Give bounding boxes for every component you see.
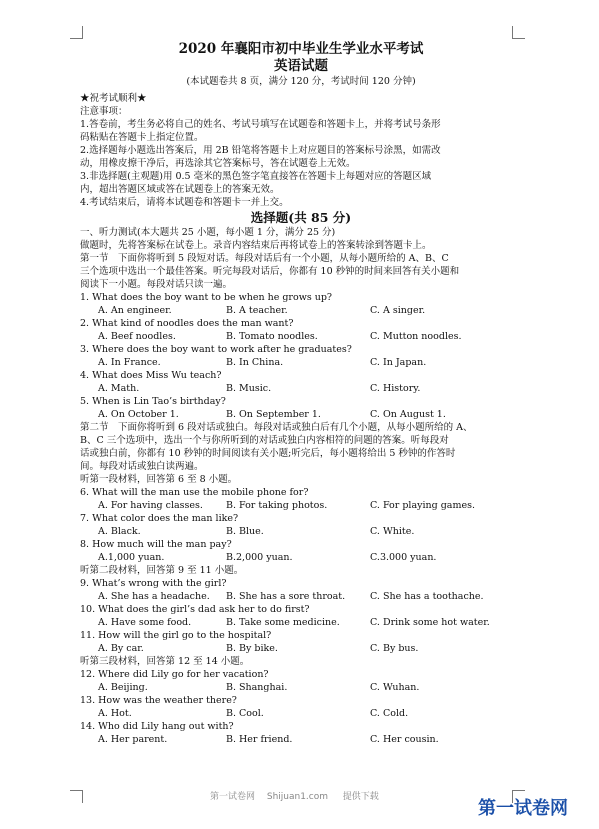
question-stem: 8. How much will the man pay? — [80, 539, 232, 550]
exam-subtitle: 英语试题 — [274, 58, 328, 74]
option-c: C. White. — [370, 526, 415, 537]
part1-questions — [80, 291, 522, 421]
question-group-2 — [80, 577, 522, 655]
option-a: A. Beef noodles. — [98, 331, 176, 342]
text-line: 第二节 下面你将听到 6 段对话或独白。每段对话或独白后有几个小题，从每小题所给的 A、 — [80, 422, 473, 433]
question-stem: 12. Where did Lily go for her vacation? — [80, 669, 269, 680]
option-b: B.2,000 yuan. — [226, 552, 293, 563]
answer-options — [80, 707, 522, 720]
section-title: 选择题(共 85 分) — [250, 210, 352, 225]
option-b: B. She has a sore throat. — [226, 591, 346, 602]
footer-text: 第一试卷网 Shijuan1.com 提供下载 — [210, 792, 379, 802]
text-line: 做题时，先将答案标在试卷上。录音内容结束后再将试卷上的答案转涂到答题卡上。 — [80, 240, 432, 251]
option-a: A. By car. — [98, 643, 144, 654]
question-group-3 — [80, 668, 522, 746]
question-stem: 11. How will the girl go to the hospital? — [80, 630, 272, 641]
answer-options — [80, 304, 522, 317]
option-b: B. For taking photos. — [226, 500, 328, 511]
listening-intro — [80, 226, 522, 291]
option-c: C. Cold. — [370, 708, 409, 719]
option-a: A. For having classes. — [98, 500, 203, 511]
text-line: 阅读下一小题。每段对话只读一遍。 — [80, 279, 233, 290]
option-a: A. Her parent. — [98, 734, 168, 745]
material-1-label: 听第一段材料，回答第 6 至 8 小题。 — [80, 474, 238, 485]
part2-intro — [80, 421, 522, 473]
question-stem: 9. What’s wrong with the girl? — [80, 578, 227, 589]
option-a: A. Black. — [98, 526, 141, 537]
watermark-logo: 第一试卷网 — [478, 798, 568, 819]
text-line: 码粘贴在答题卡上指定位置。 — [80, 132, 204, 143]
option-c: C. Her cousin. — [370, 734, 439, 745]
answer-options — [80, 681, 522, 694]
text-line: 动，用橡皮擦干净后，再选涂其它答案标号，答在试题卷上无效。 — [80, 158, 356, 169]
text-line: 注意事项： — [80, 106, 128, 117]
option-a: A. Hot. — [98, 708, 132, 719]
question-stem: 4. What does Miss Wu teach? — [80, 370, 222, 381]
question-stem: 14. Who did Lily hang out with? — [80, 721, 234, 732]
option-a: A. In France. — [98, 357, 161, 368]
option-c: C. On August 1. — [370, 409, 446, 420]
answer-options — [80, 408, 522, 421]
text-line: 内，超出答题区域或答在试题卷上的答案无效。 — [80, 184, 280, 195]
text-line: 一、听力测试(本大题共 25 小题，每小题 1 分，满分 25 分) — [80, 227, 336, 238]
option-b: B. Blue. — [226, 526, 264, 537]
text-line: 3.非选择题(主观题)用 0.5 毫米的黑色签字笔直接答在答题卡上每题对应的答题区域 — [80, 171, 432, 182]
option-a: A.1,000 yuan. — [98, 552, 165, 563]
answer-options — [80, 642, 522, 655]
option-a: A. She has a headache. — [98, 591, 210, 602]
answer-options — [80, 499, 522, 512]
question-stem: 1. What does the boy want to be when he grows up? — [80, 292, 333, 303]
answer-options — [80, 733, 522, 746]
question-stem: 10. What does the girl’s dad ask her to do first? — [80, 604, 310, 615]
option-a: A. On October 1. — [98, 409, 179, 420]
question-stem: 3. Where does the boy want to work after he graduates? — [80, 344, 352, 355]
crop-mark-bottom-left — [70, 790, 83, 803]
option-c: C. For playing games. — [370, 500, 476, 511]
option-c: C. Mutton noodles. — [370, 331, 462, 342]
option-c: C.3.000 yuan. — [370, 552, 437, 563]
answer-options — [80, 616, 522, 629]
crop-mark-top-left — [70, 26, 83, 39]
option-b: B. Tomato noodles. — [226, 331, 318, 342]
option-a: A. Have some food. — [98, 617, 192, 628]
instructions-block — [80, 92, 522, 209]
option-b: B. Take some medicine. — [226, 617, 340, 628]
option-c: C. Drink some hot water. — [370, 617, 490, 628]
exam-page — [80, 40, 522, 746]
question-stem: 2. What kind of noodles does the man want? — [80, 318, 294, 329]
option-b: B. In China. — [226, 357, 284, 368]
answer-options — [80, 330, 522, 343]
question-group-1 — [80, 486, 522, 564]
answer-options — [80, 356, 522, 369]
option-b: B. By bike. — [226, 643, 278, 654]
text-line: 间。每段对话或独白读两遍。 — [80, 461, 204, 472]
option-b: B. Shanghai. — [226, 682, 288, 693]
option-b: B. Her friend. — [226, 734, 293, 745]
exam-note: (本试题卷共 8 页，满分 120 分，考试时间 120 分钟) — [186, 76, 416, 87]
question-stem: 7. What color does the man like? — [80, 513, 239, 524]
text-line: 4.考试结束后，请将本试题卷和答题卡一并上交。 — [80, 197, 289, 208]
answer-options — [80, 382, 522, 395]
option-c: C. History. — [370, 383, 421, 394]
option-b: B. Cool. — [226, 708, 264, 719]
text-line: 2.选择题每小题选出答案后，用 2B 铅笔将答题卡上对应题目的答案标号涂黑，如需改 — [80, 145, 441, 156]
question-stem: 5. When is Lin Tao’s birthday? — [80, 396, 226, 407]
option-a: A. Math. — [98, 383, 140, 394]
option-c: C. By bus. — [370, 643, 419, 654]
material-3-label: 听第三段材料，回答第 12 至 14 小题。 — [80, 656, 250, 667]
text-line: B、C 三个选项中，选出一个与你所听到的对话或独白内容相符的问题的答案。听每段对 — [80, 435, 449, 446]
text-line: ★祝考试顺利★ — [80, 93, 147, 104]
question-stem: 13. How was the weather there? — [80, 695, 237, 706]
option-c: C. Wuhan. — [370, 682, 420, 693]
option-c: C. A singer. — [370, 305, 426, 316]
option-b: B. Music. — [226, 383, 272, 394]
answer-options — [80, 590, 522, 603]
answer-options — [80, 525, 522, 538]
text-line: 话或独白前，你都有 10 秒钟的时间阅读有关小题;听完后，每小题将给出 5 秒钟的作答时 — [80, 448, 456, 459]
crop-mark-top-right — [512, 26, 525, 39]
exam-title: 2020 年襄阳市初中毕业生学业水平考试 — [178, 41, 424, 57]
text-line: 三个选项中选出一个最佳答案。听完每段对话后，你都有 10 秒钟的时间来回答有关小题和 — [80, 266, 460, 277]
option-b: B. A teacher. — [226, 305, 288, 316]
question-stem: 6. What will the man use the mobile phone for? — [80, 487, 309, 498]
option-c: C. She has a toothache. — [370, 591, 484, 602]
option-c: C. In Japan. — [370, 357, 427, 368]
text-line: 第一节 下面你将听到 5 段短对话。每段对话后有一个小题，从每小题所给的 A、B、C — [80, 253, 449, 264]
option-a: A. An engineer. — [98, 305, 172, 316]
option-b: B. On September 1. — [226, 409, 321, 420]
option-a: A. Beijing. — [98, 682, 148, 693]
answer-options — [80, 551, 522, 564]
material-2-label: 听第二段材料，回答第 9 至 11 小题。 — [80, 565, 244, 576]
text-line: 1.答卷前，考生务必将自己的姓名、考试号填写在试题卷和答题卡上，并将考试号条形 — [80, 119, 441, 130]
